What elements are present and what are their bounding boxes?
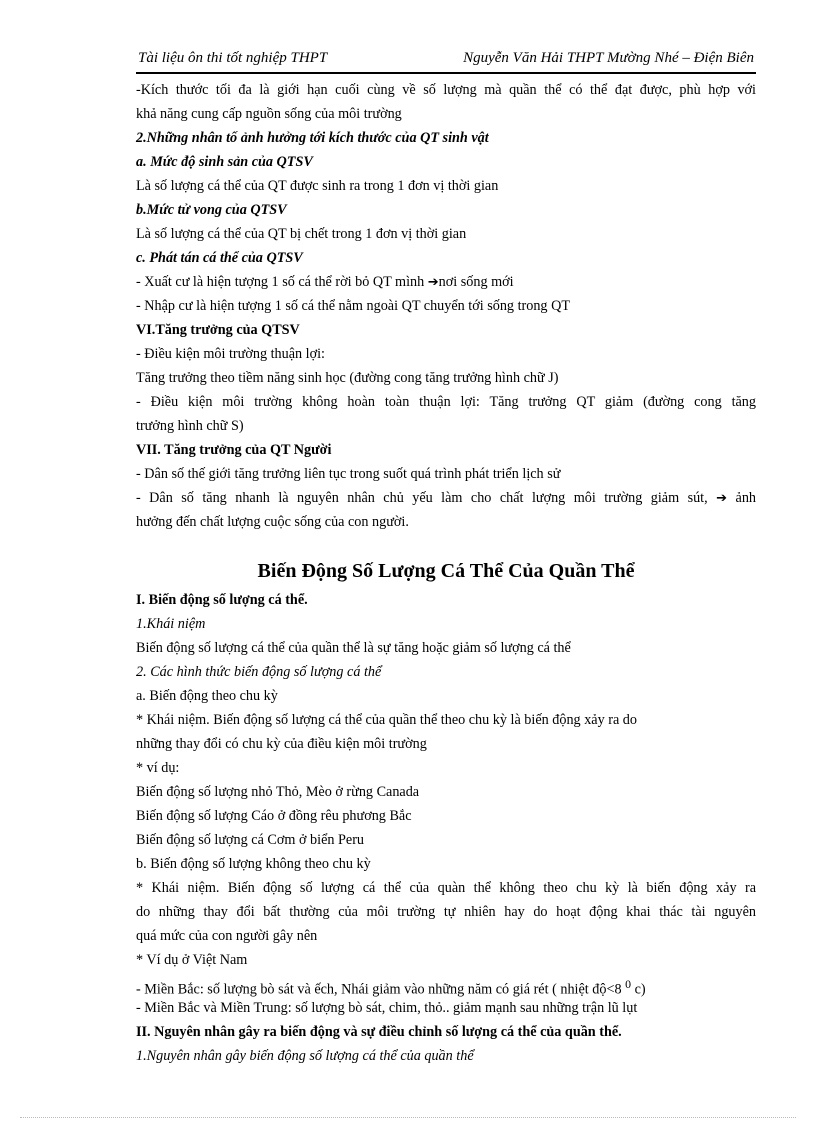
paragraph-line: - Điều kiện môi trường thuận lợi: (136, 346, 325, 362)
paragraph-line: những thay đổi có chu kỳ của điều kiện môi trường (136, 736, 427, 752)
paragraph-line (136, 270, 756, 294)
paragraph-line: do những thay đổi bất thường của môi trường tự nhiên hay do hoạt động khai thác tài nguyên (136, 904, 756, 920)
subsection-heading: c. Phát tán cá thể của QTSV (136, 250, 303, 266)
page-bottom-border (20, 1117, 796, 1118)
page-header (136, 50, 756, 74)
arrow-icon: ➔ (716, 491, 728, 506)
subsection-heading: 1.Nguyên nhân gây biến động số lượng cá thể của quần thể (136, 1048, 474, 1064)
paragraph-line: hưởng đến chất lượng cuộc sống của con người. (136, 514, 409, 530)
subsection-heading: b.Mức tử vong của QTSV (136, 202, 287, 218)
subsection-heading: 1.Khái niệm (136, 616, 206, 632)
text-run: nơi sống mới (438, 274, 514, 290)
text-run: ảnh (735, 490, 757, 506)
paragraph-line: - Dân số thế giới tăng trưởng liên tục trong suốt quá trình phát triển lịch sử (136, 466, 561, 482)
paragraph-line: * ví dụ: (136, 760, 180, 776)
paragraph-line: Tăng trưởng theo tiềm năng sinh học (đường cong tăng trưởng hình chữ J) (136, 370, 559, 386)
paragraph-line: Biến động số lượng cá thể của quần thể là sự tăng hoặc giảm số lượng cá thể (136, 640, 571, 656)
paragraph-line (136, 972, 756, 996)
document-body (136, 78, 756, 1068)
header-left: Tài liệu ôn thi tốt nghiệp THPT (138, 50, 328, 66)
paragraph-line: trưởng hình chữ S) (136, 418, 244, 434)
page-title: Biến Động Số Lượng Cá Thể Của Quần Thể (257, 560, 635, 582)
paragraph-line: a. Biến động theo chu kỳ (136, 688, 278, 704)
section-heading: VII. Tăng trưởng của QT Người (136, 442, 332, 458)
paragraph-line: -Kích thước tối đa là giới hạn cuối cùng về số lượng mà quần thể có thể đạt được, phù hợp với (136, 82, 756, 98)
text-run: c) (631, 981, 646, 998)
text-run: - Xuất cư là hiện tượng 1 số cá thể rời bỏ QT mình (136, 274, 428, 290)
paragraph-line: Là số lượng cá thể của QT được sinh ra trong 1 đơn vị thời gian (136, 178, 499, 194)
header-right: Nguyễn Văn Hải THPT Mường Nhé – Điện Biên (463, 50, 754, 66)
paragraph-line: * Khái niệm. Biến động số lượng cá thể của quần thể theo chu kỳ là biến động xảy ra do (136, 712, 637, 728)
subsection-heading: 2. Các hình thức biến động số lượng cá thể (136, 664, 382, 680)
paragraph-line: * Ví dụ ở Việt Nam (136, 952, 248, 968)
paragraph-line: - Miền Bắc và Miền Trung: số lượng bò sát, chim, thỏ.. giảm mạnh sau những trận lũ lụt (136, 1000, 638, 1016)
paragraph-line: Là số lượng cá thể của QT bị chết trong 1 đơn vị thời gian (136, 226, 467, 242)
subsection-heading: a. Mức độ sinh sản của QTSV (136, 154, 313, 170)
paragraph-line: quá mức của con người gây nên (136, 928, 318, 944)
section-heading: I. Biến động số lượng cá thể. (136, 592, 308, 608)
paragraph-line: b. Biến động số lượng không theo chu kỳ (136, 856, 371, 872)
paragraph-line: - Điều kiện môi trường không hoàn toàn thuận lợi: Tăng trưởng QT giảm (đường cong tăng (136, 394, 756, 410)
superscript: 0 (625, 977, 632, 991)
paragraph-line: * Khái niệm. Biến động số lượng cá thể của quàn thể không theo chu kỳ là biến động xảy ra (136, 880, 756, 896)
paragraph-line: Biến động số lượng Cáo ở đồng rêu phương Bắc (136, 808, 412, 824)
paragraph-line (136, 486, 756, 510)
text-run: - Miền Bắc: số lượng bò sát và ếch, Nhái giảm vào những năm có giá rét ( nhiệt độ<8 (136, 981, 626, 998)
arrow-icon: ➔ (427, 275, 439, 290)
paragraph-line: Biến động số lượng cá Cơm ở biển Peru (136, 832, 365, 848)
section-heading: 2.Những nhân tố ảnh hưởng tới kích thước của QT sinh vật (136, 130, 489, 146)
paragraph-line: khả năng cung cấp nguồn sống của môi trường (136, 106, 402, 122)
paragraph-line: Biến động số lượng nhỏ Thỏ, Mèo ở rừng Canada (136, 784, 420, 800)
paragraph-line: - Nhập cư là hiện tượng 1 số cá thể nằm ngoài QT chuyển tới sống trong QT (136, 298, 570, 314)
text-run: - Dân số tăng nhanh là nguyên nhân chủ yếu làm cho chất lượng môi trường giảm sút, (136, 490, 717, 506)
section-heading: II. Nguyên nhân gây ra biến động và sự điều chỉnh số lượng cá thể của quần thể. (136, 1024, 622, 1040)
section-heading: VI.Tăng trưởng của QTSV (136, 322, 300, 338)
